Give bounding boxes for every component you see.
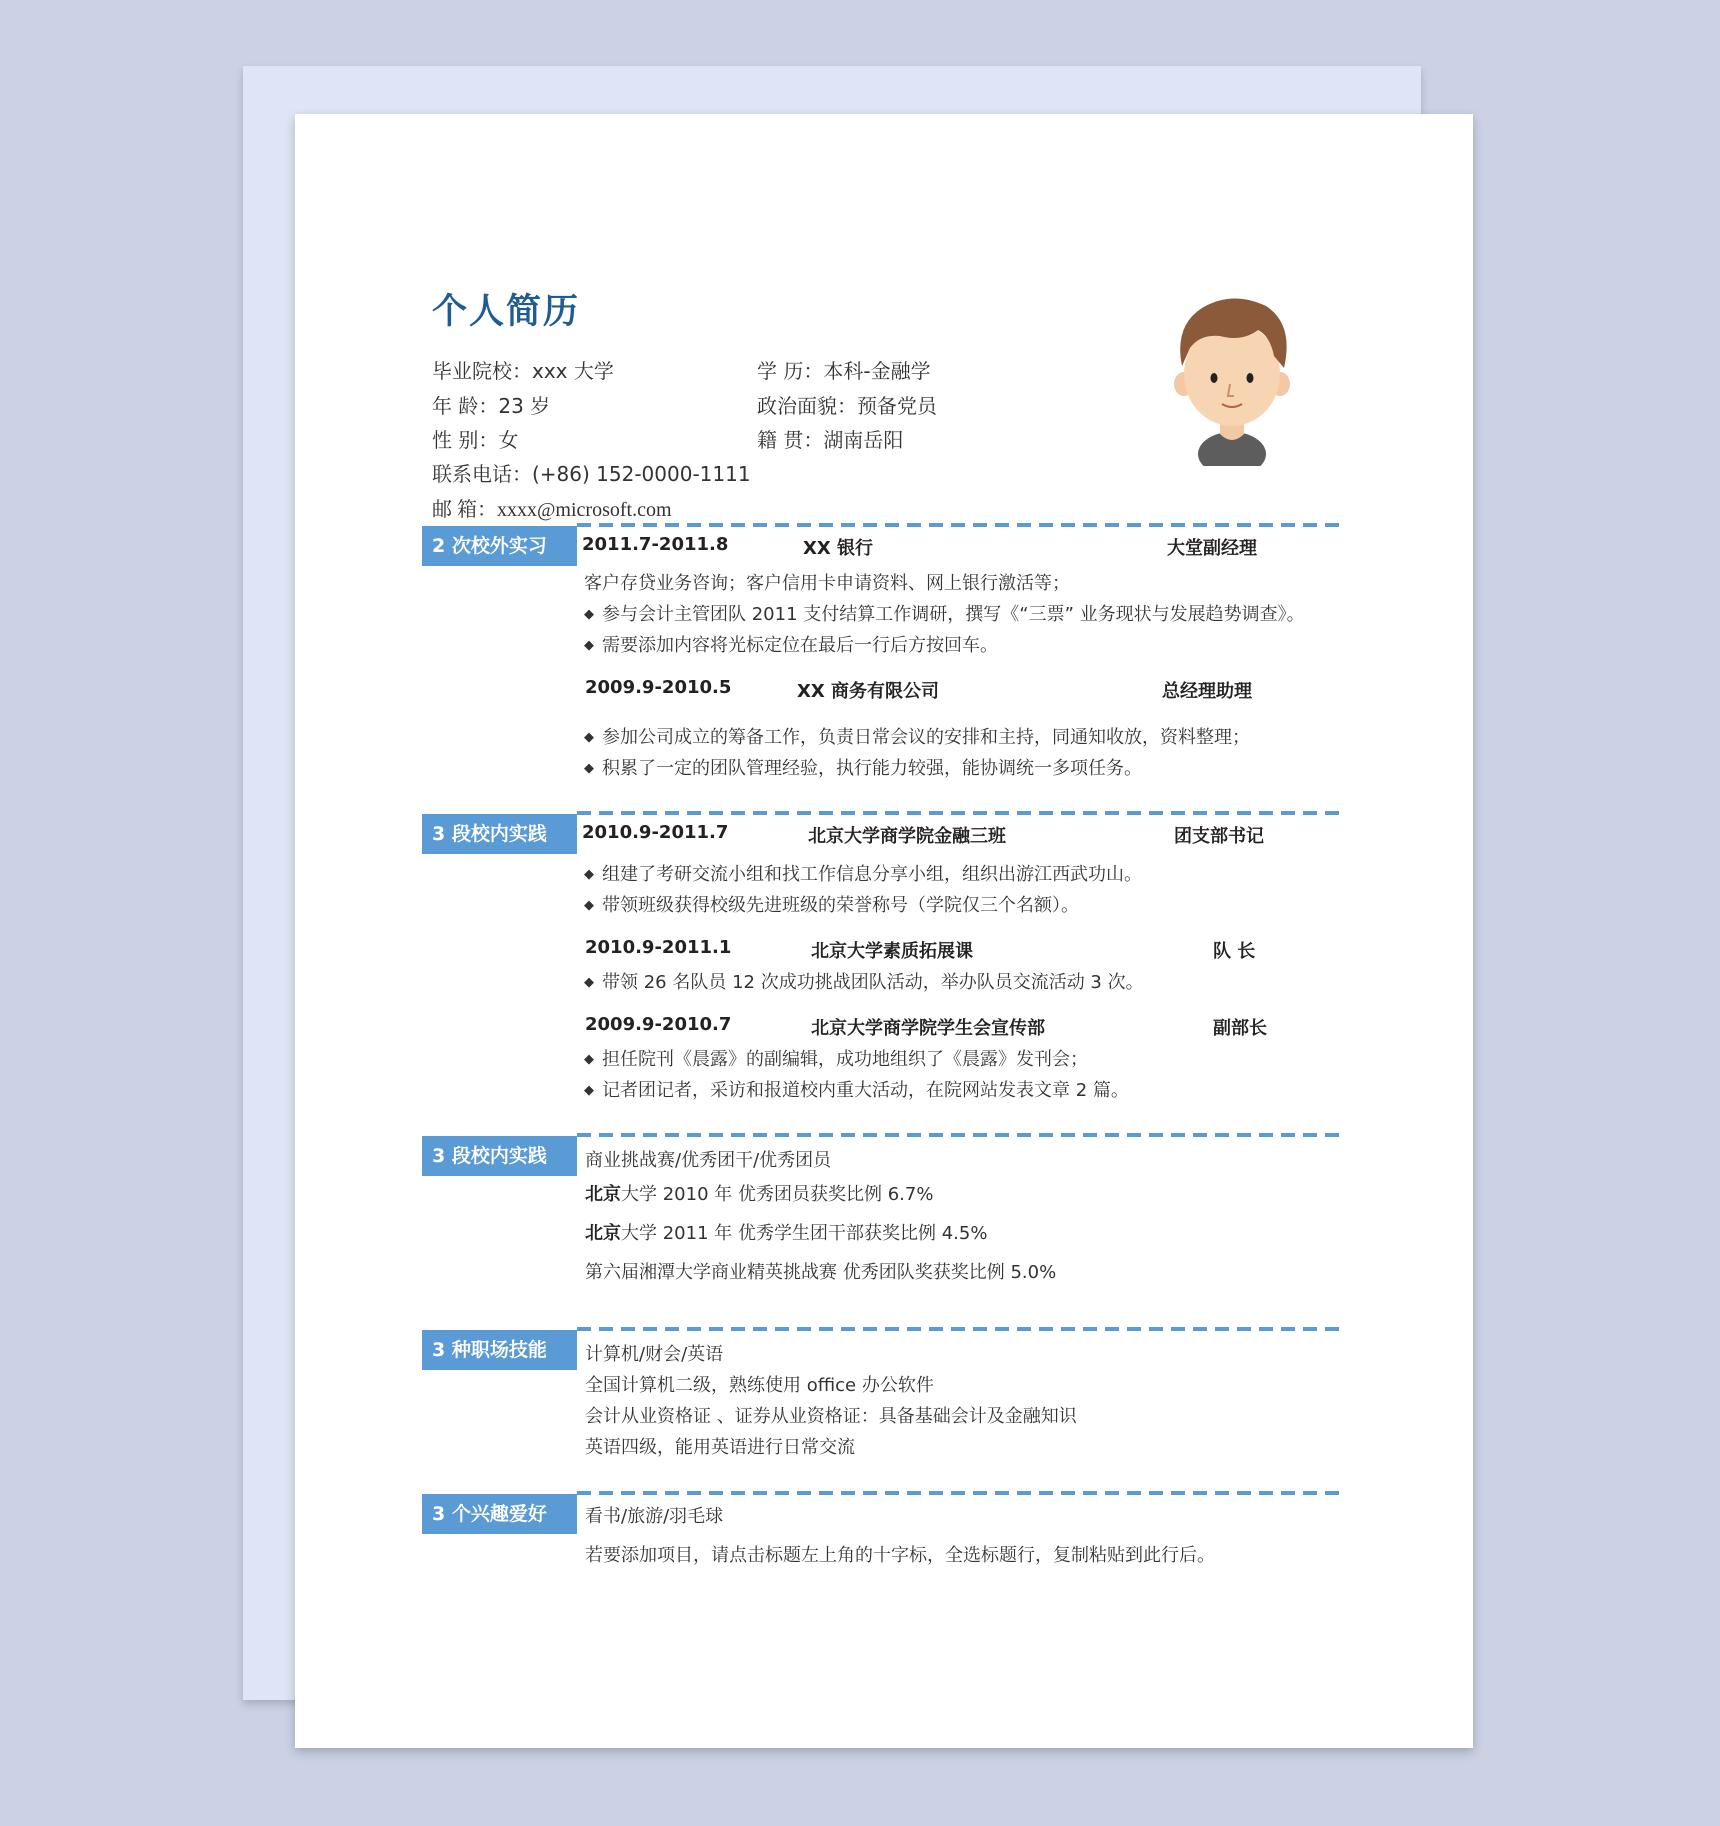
- skill-item: 全国计算机二级，熟练使用 office 办公软件: [585, 1375, 934, 1396]
- award-item: [585, 1258, 1056, 1284]
- diamond-bullet-icon: [584, 895, 602, 916]
- bullet-item: [584, 600, 1305, 626]
- bullet-item: [584, 1045, 1088, 1071]
- section-note: 若要添加项目，请点击标题左上角的十字标，全选标题行，复制粘贴到此行后。: [585, 1545, 1215, 1566]
- diamond-bullet-icon: [584, 1080, 602, 1101]
- bullet-text: 带领 26 名队员 12 次成功挑战团队活动，举办队员交流活动 3 次。: [602, 972, 1144, 993]
- entry-date: 2009.9-2010.7: [585, 1014, 732, 1035]
- section-label-hobbies: 3 个兴趣爱好: [422, 1494, 577, 1534]
- entry-org: XX 商务有限公司: [797, 681, 940, 702]
- section-label-skills: 3 种职场技能: [422, 1330, 577, 1370]
- section-heading: 商业挑战赛/优秀团干/优秀团员: [585, 1150, 832, 1171]
- entry-org: 北京大学素质拓展课: [811, 941, 973, 962]
- section-divider: [577, 811, 1342, 815]
- avatar-illustration: [1162, 286, 1302, 466]
- diamond-bullet-icon: [584, 727, 602, 748]
- entry-date: 2011.7-2011.8: [582, 534, 729, 555]
- entry-role: 总经理助理: [1162, 681, 1252, 702]
- info-education: 学 历：本科-金融学: [757, 359, 931, 383]
- award-item: [585, 1180, 933, 1206]
- bullet-item: [584, 723, 1250, 749]
- entry-date: 2010.9-2011.7: [582, 822, 729, 843]
- section-hobbies: [422, 1494, 1342, 1584]
- bullet-text: 参加公司成立的筹备工作，负责日常会议的安排和主持，同通知收放，资料整理；: [602, 727, 1250, 748]
- section-heading: 看书/旅游/羽毛球: [585, 1506, 724, 1527]
- award-school: 北京: [585, 1223, 621, 1244]
- entry-role: 副部长: [1213, 1018, 1267, 1039]
- section-divider: [577, 1491, 1342, 1495]
- bullet-item: [584, 968, 1144, 994]
- resume-title: 个人简历: [432, 292, 581, 332]
- bullet-item: [584, 1076, 1129, 1102]
- diamond-bullet-icon: [584, 972, 602, 993]
- info-email: 邮 箱：xxxx@microsoft.com: [432, 499, 672, 521]
- entry-date: 2009.9-2010.5: [585, 677, 732, 698]
- diamond-bullet-icon: [584, 864, 602, 885]
- resume-page: [295, 114, 1473, 1748]
- entry-role: 大堂副经理: [1167, 538, 1257, 559]
- section-label-internship: 2 次校外实习: [422, 526, 577, 566]
- entry-description: 客户存贷业务咨询；客户信用卡申请资料、网上银行激活等；: [584, 573, 1070, 594]
- award-item: [585, 1219, 987, 1245]
- bullet-text: 记者团记者，采访和报道校内重大活动，在院网站发表文章 2 篇。: [602, 1080, 1129, 1101]
- info-school: 毕业院校：xxx 大学: [432, 359, 614, 383]
- diamond-bullet-icon: [584, 635, 602, 656]
- info-age: 年 龄：23 岁: [432, 394, 551, 418]
- award-text: 大学 2010 年 优秀团员获奖比例 6.7%: [621, 1184, 934, 1205]
- section-label-awards: 3 段校内实践: [422, 1136, 577, 1176]
- section-campus-practice: [422, 814, 1342, 1114]
- section-internship: [422, 526, 1342, 796]
- bullet-item: [584, 891, 1079, 917]
- award-text: 第六届湘潭大学商业精英挑战赛 优秀团队奖获奖比例 5.0%: [585, 1262, 1057, 1283]
- bullet-item: [584, 754, 1142, 780]
- section-heading: 计算机/财会/英语: [585, 1344, 724, 1365]
- entry-org: XX 银行: [803, 538, 874, 559]
- bullet-text: 组建了考研交流小组和找工作信息分享小组，组织出游江西武功山。: [602, 864, 1142, 885]
- diamond-bullet-icon: [584, 604, 602, 625]
- section-divider: [577, 1133, 1342, 1137]
- bullet-item: [584, 631, 998, 657]
- award-school: 北京: [585, 1184, 621, 1205]
- entry-role: 团支部书记: [1174, 826, 1264, 847]
- section-awards: [422, 1136, 1342, 1296]
- info-political: 政治面貌：预备党员: [757, 394, 937, 418]
- info-hometown: 籍 贯：湖南岳阳: [757, 428, 904, 452]
- info-gender: 性 别：女: [432, 428, 519, 452]
- entry-org: 北京大学商学院金融三班: [808, 826, 1006, 847]
- award-text: 大学 2011 年 优秀学生团干部获奖比例 4.5%: [621, 1223, 988, 1244]
- entry-role: 队 长: [1213, 941, 1256, 962]
- section-skills: [422, 1330, 1342, 1470]
- bullet-text: 需要添加内容将光标定位在最后一行后方按回车。: [602, 635, 998, 656]
- section-divider: [577, 1327, 1342, 1331]
- bullet-text: 带领班级获得校级先进班级的荣誉称号（学院仅三个名额）。: [602, 895, 1079, 916]
- bullet-text: 担任院刊《晨露》的副编辑，成功地组织了《晨露》发刊会；: [602, 1049, 1088, 1070]
- skill-item: 英语四级，能用英语进行日常交流: [585, 1437, 855, 1458]
- bullet-text: 积累了一定的团队管理经验，执行能力较强，能协调统一多项任务。: [602, 758, 1142, 779]
- skill-item: 会计从业资格证 、证券从业资格证：具备基础会计及金融知识: [585, 1406, 1077, 1427]
- bullet-item: [584, 860, 1142, 886]
- info-phone: 联系电话：(+86) 152-0000-1111: [432, 462, 751, 486]
- diamond-bullet-icon: [584, 1049, 602, 1070]
- entry-org: 北京大学商学院学生会宣传部: [811, 1018, 1045, 1039]
- bullet-text: 参与会计主管团队 2011 支付结算工作调研，撰写《“三票” 业务现状与发展趋势调查》。: [602, 604, 1305, 625]
- section-label-campus: 3 段校内实践: [422, 814, 577, 854]
- section-divider: [577, 523, 1342, 527]
- entry-date: 2010.9-2011.1: [585, 937, 732, 958]
- diamond-bullet-icon: [584, 758, 602, 779]
